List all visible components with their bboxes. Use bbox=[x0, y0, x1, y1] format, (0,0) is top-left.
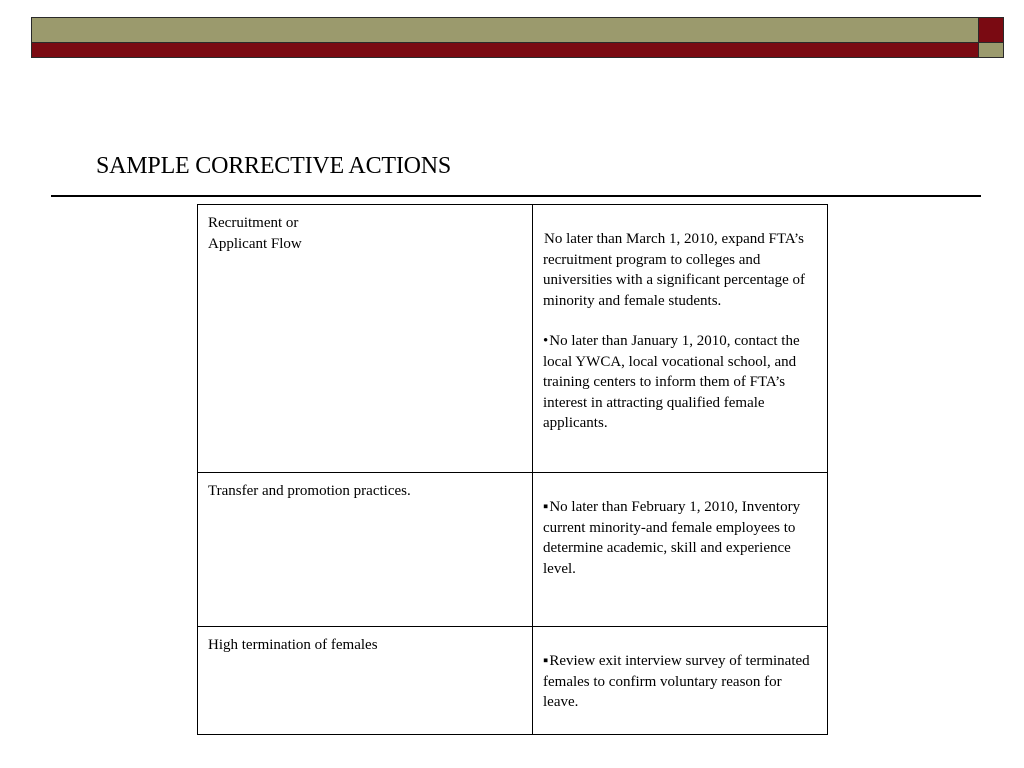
issue-cell bbox=[198, 205, 533, 473]
action-cell bbox=[533, 627, 828, 735]
issue-cell bbox=[198, 627, 533, 735]
action-item bbox=[543, 497, 817, 579]
issue-cell bbox=[198, 473, 533, 627]
title-divider bbox=[51, 195, 981, 197]
action-text: Review exit interview survey of terminated females to confirm voluntary reason for leave. bbox=[543, 653, 810, 710]
bullet-marker: ▪ bbox=[543, 653, 549, 669]
header-square-maroon bbox=[978, 17, 1004, 43]
action-item bbox=[543, 229, 817, 311]
table-row bbox=[198, 205, 828, 473]
bullet-marker: ▪ bbox=[543, 499, 549, 515]
action-text: No later than January 1, 2010, contact the local YWCA, local vocational school, and training centers to inform them of FTA’s interest in attracting qualified female applicants. bbox=[543, 333, 800, 431]
header-bar-olive bbox=[31, 17, 979, 43]
slide-title: SAMPLE CORRECTIVE ACTIONS bbox=[96, 153, 452, 179]
corrective-actions-table bbox=[197, 204, 828, 735]
action-text: No later than February 1, 2010, Inventory current minority-and female employees to determine academic, skill and experience level. bbox=[543, 499, 801, 577]
action-cell bbox=[533, 473, 828, 627]
header-square-olive bbox=[978, 42, 1004, 58]
action-text: No later than March 1, 2010, expand FTA’s recruitment program to colleges and universities with a significant percentage of minority and female students. bbox=[543, 231, 805, 309]
issue-text: Recruitment or bbox=[208, 215, 299, 231]
bullet-marker: • bbox=[543, 333, 549, 349]
action-item bbox=[543, 651, 817, 713]
issue-text: High termination of females bbox=[208, 637, 378, 653]
action-item bbox=[543, 331, 817, 434]
table-row bbox=[198, 473, 828, 627]
issue-text: Applicant Flow bbox=[208, 235, 302, 252]
action-cell bbox=[533, 205, 828, 473]
header-bar-maroon bbox=[31, 42, 979, 58]
table-row bbox=[198, 627, 828, 735]
issue-text: Transfer and promotion practices. bbox=[208, 483, 411, 499]
